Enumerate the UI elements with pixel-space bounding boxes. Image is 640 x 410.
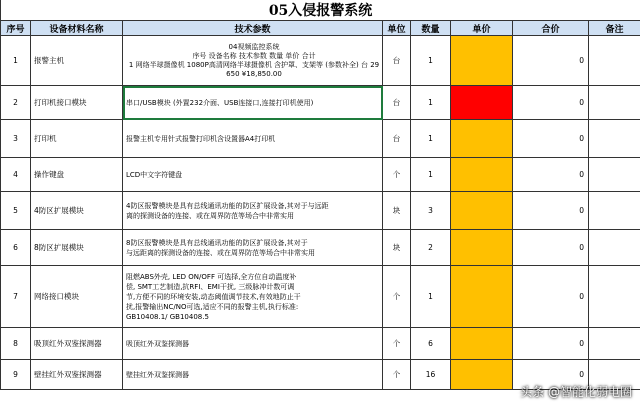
cell-note[interactable] bbox=[589, 230, 640, 266]
cell-spec[interactable]: 壁挂红外双鉴探测器 bbox=[123, 360, 383, 390]
cell-name[interactable]: 吸顶红外双鉴探测器 bbox=[31, 328, 123, 360]
cell-total[interactable]: 0 bbox=[513, 230, 589, 266]
cell-qty[interactable]: 16 bbox=[411, 360, 451, 390]
cell-name[interactable]: 网络接口模块 bbox=[31, 266, 123, 328]
cell-price[interactable] bbox=[451, 36, 513, 86]
sheet-title: 05入侵报警系统 bbox=[1, 0, 640, 21]
col-header-no[interactable]: 序号 bbox=[1, 21, 31, 36]
cell-no[interactable]: 5 bbox=[1, 192, 31, 230]
spec-line: 1 网络半球摄像机 1080P高清网络半球摄像机 含护罩、支架等 (参数补全) 台 29 650 ¥18,850.00 bbox=[128, 60, 380, 78]
cell-no[interactable]: 4 bbox=[1, 158, 31, 192]
col-header-total[interactable]: 合价 bbox=[513, 21, 589, 36]
cell-price[interactable] bbox=[451, 360, 513, 390]
cell-unit[interactable]: 块 bbox=[383, 230, 411, 266]
cell-note[interactable] bbox=[589, 192, 640, 230]
col-header-qty[interactable]: 数量 bbox=[411, 21, 451, 36]
cell-qty[interactable]: 1 bbox=[411, 158, 451, 192]
cell-unit[interactable]: 个 bbox=[383, 158, 411, 192]
cell-total[interactable]: 0 bbox=[513, 192, 589, 230]
header-row bbox=[1, 21, 640, 36]
spec-line: 04视频监控系统 bbox=[228, 42, 280, 51]
cell-note[interactable] bbox=[589, 266, 640, 328]
cell-spec[interactable] bbox=[123, 36, 383, 86]
cell-price[interactable] bbox=[451, 192, 513, 230]
spec-line: 4防区报警模块是具有总线通讯功能的防区扩展设备,其对于与远距 bbox=[126, 201, 329, 210]
table-row bbox=[1, 266, 640, 328]
col-header-price[interactable]: 单价 bbox=[451, 21, 513, 36]
col-header-name[interactable]: 设备材料名称 bbox=[31, 21, 123, 36]
cell-unit[interactable]: 个 bbox=[383, 360, 411, 390]
cell-no[interactable]: 6 bbox=[1, 230, 31, 266]
cell-price[interactable] bbox=[451, 230, 513, 266]
cell-unit[interactable]: 台 bbox=[383, 36, 411, 86]
cell-spec[interactable] bbox=[123, 230, 383, 266]
col-header-note[interactable]: 备注 bbox=[589, 21, 640, 36]
spec-line: GB10408.1/ GB10408.5 bbox=[126, 312, 209, 321]
cell-qty[interactable]: 6 bbox=[411, 328, 451, 360]
spec-line: 序号 设备名称 技术参数 数量 单价 合计 bbox=[192, 51, 316, 60]
cell-qty[interactable]: 3 bbox=[411, 192, 451, 230]
cell-total[interactable]: 0 bbox=[513, 328, 589, 360]
cell-no[interactable]: 3 bbox=[1, 120, 31, 158]
cell-total[interactable]: 0 bbox=[513, 36, 589, 86]
cell-no[interactable]: 2 bbox=[1, 86, 31, 120]
cell-spec[interactable] bbox=[123, 192, 383, 230]
cell-spec[interactable]: 吸顶红外双鉴探测器 bbox=[123, 328, 383, 360]
cell-total[interactable]: 0 bbox=[513, 158, 589, 192]
cell-unit[interactable]: 台 bbox=[383, 86, 411, 120]
cell-qty[interactable]: 2 bbox=[411, 230, 451, 266]
table-row bbox=[1, 36, 640, 86]
table-row bbox=[1, 192, 640, 230]
cell-qty[interactable]: 1 bbox=[411, 266, 451, 328]
cell-price[interactable] bbox=[451, 120, 513, 158]
cell-total[interactable]: 0 bbox=[513, 360, 589, 390]
watermark-text: 头条 @智能化弱电圈 bbox=[520, 385, 632, 399]
table-row bbox=[1, 230, 640, 266]
table-row bbox=[1, 158, 640, 192]
cell-unit[interactable]: 块 bbox=[383, 192, 411, 230]
col-header-spec[interactable]: 技术参数 bbox=[123, 21, 383, 36]
spec-line: 8防区报警模块是具有总线通讯功能的防区扩展设备,其对于 bbox=[126, 238, 308, 247]
table-row bbox=[1, 86, 640, 120]
spec-line: 阻燃ABS外壳, LED ON/OFF 可选择,全方位自动温度补 bbox=[126, 272, 297, 281]
spec-line: 偿, SMT工艺制造,抗RFI、EMI干扰, 三级脉冲计数可调 bbox=[126, 282, 295, 291]
spec-line: 与远距离的探测设备的连接、或在周界防范等场合中非常实用 bbox=[126, 248, 315, 257]
cell-spec[interactable]: LCD中文字符键盘 bbox=[123, 158, 383, 192]
cell-total[interactable]: 0 bbox=[513, 86, 589, 120]
cell-name[interactable]: 打印机接口模块 bbox=[31, 86, 123, 120]
cell-qty[interactable]: 1 bbox=[411, 36, 451, 86]
cell-spec-selected[interactable]: 串口/USB模块 (外置232介面、USB连接口,连接打印机使用) bbox=[123, 86, 383, 120]
spec-line: 扰,报警输出NC/NO可选,适应不同的报警主机,执行标准: bbox=[126, 302, 299, 311]
cell-qty[interactable]: 1 bbox=[411, 86, 451, 120]
cell-name[interactable]: 打印机 bbox=[31, 120, 123, 158]
cell-name[interactable]: 操作键盘 bbox=[31, 158, 123, 192]
cell-total[interactable]: 0 bbox=[513, 266, 589, 328]
cell-price[interactable] bbox=[451, 158, 513, 192]
cell-name[interactable]: 8防区扩展模块 bbox=[31, 230, 123, 266]
spec-line: 节,方便不同的环境安装,动态阈值调节技术,有效地防止干 bbox=[126, 292, 301, 301]
cell-no[interactable]: 1 bbox=[1, 36, 31, 86]
cell-unit[interactable]: 个 bbox=[383, 328, 411, 360]
cell-no[interactable]: 8 bbox=[1, 328, 31, 360]
col-header-unit[interactable]: 单位 bbox=[383, 21, 411, 36]
cell-unit[interactable]: 个 bbox=[383, 266, 411, 328]
cell-total[interactable]: 0 bbox=[513, 120, 589, 158]
cell-unit[interactable]: 台 bbox=[383, 120, 411, 158]
cell-note[interactable] bbox=[589, 120, 640, 158]
cell-name[interactable]: 报警主机 bbox=[31, 36, 123, 86]
cell-note[interactable] bbox=[589, 86, 640, 120]
cell-name[interactable]: 壁挂红外双鉴探测器 bbox=[31, 360, 123, 390]
cell-note[interactable] bbox=[589, 328, 640, 360]
cell-spec[interactable]: 报警主机专用针式报警打印机含设置器A4打印机 bbox=[123, 120, 383, 158]
cell-no[interactable]: 7 bbox=[1, 266, 31, 328]
table-row bbox=[1, 120, 640, 158]
cell-qty[interactable]: 1 bbox=[411, 120, 451, 158]
table-row bbox=[1, 328, 640, 360]
cell-price[interactable] bbox=[451, 266, 513, 328]
cell-note[interactable] bbox=[589, 36, 640, 86]
cell-no[interactable]: 9 bbox=[1, 360, 31, 390]
spec-line: 离的探测设备的连接、或在周界防范等场合中非常实用 bbox=[126, 211, 294, 220]
cell-price[interactable] bbox=[451, 328, 513, 360]
cell-note[interactable] bbox=[589, 158, 640, 192]
cell-price[interactable] bbox=[451, 86, 513, 120]
cell-name[interactable]: 4防区扩展模块 bbox=[31, 192, 123, 230]
cell-spec[interactable] bbox=[123, 266, 383, 328]
